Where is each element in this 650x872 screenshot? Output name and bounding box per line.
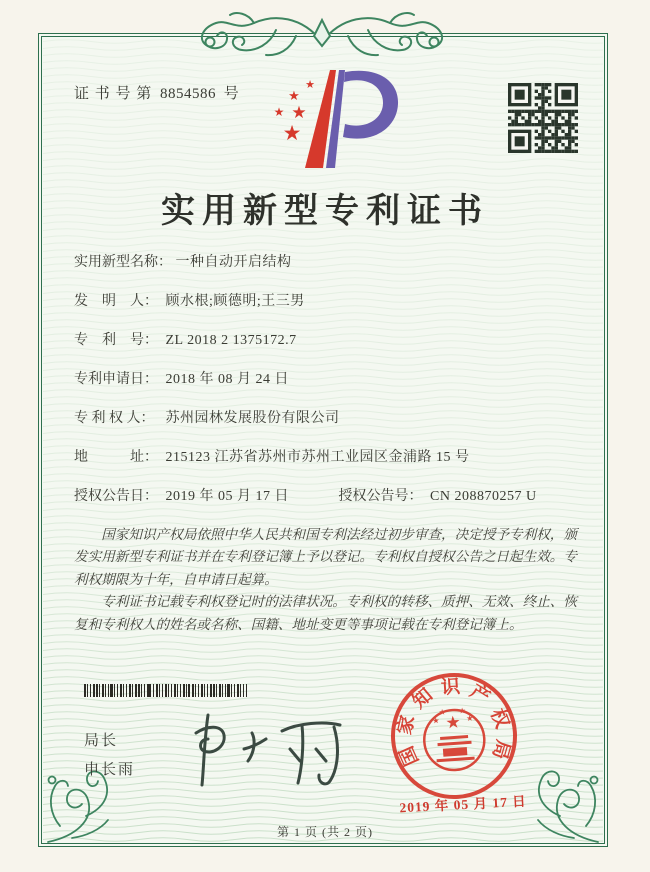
legal-body-text — [74, 524, 577, 636]
field-row-inventors — [74, 290, 576, 309]
svg-text:★: ★ — [431, 715, 440, 726]
field-label: 发 明 人： — [74, 294, 158, 309]
svg-text:产: 产 — [466, 680, 494, 709]
director-name: 申长雨 — [84, 762, 136, 778]
field-value: 顾水根;顾德明;王三男 — [165, 294, 305, 309]
field-row-utility-model-name — [74, 251, 576, 270]
field-label: 专 利 权 人： — [74, 411, 155, 426]
field-value: 2018 年 08 月 24 日 — [165, 372, 289, 387]
national-emblem-icon — [422, 705, 486, 772]
director-signoff — [84, 727, 135, 785]
field-value: 苏州园林发展股份有限公司 — [165, 411, 340, 426]
certificate-number-suffix: 号 — [223, 86, 240, 102]
svg-text:★: ★ — [305, 78, 315, 91]
certificate-title: 实用新型专利证书 — [161, 193, 489, 230]
grant-number-pair — [339, 489, 537, 504]
svg-text:权: 权 — [486, 705, 513, 732]
svg-text:★: ★ — [458, 706, 467, 716]
svg-text:★: ★ — [288, 89, 300, 104]
certificate-number-prefix: 证 书 号 第 — [74, 86, 153, 102]
field-label: 专 利 号： — [74, 333, 158, 348]
field-label: 地 址： — [74, 450, 158, 465]
svg-text:国: 国 — [396, 742, 424, 769]
legal-paragraph-1: 国家知识产权局依照中华人民共和国专利法经过初步审查，决定授予专利权，颁发实用新型专利证书并在专利登记簿上予以登记。专利权自授权公告之日起生效。专利权期限为十年，自申请日起算。 — [74, 527, 577, 587]
svg-text:知: 知 — [408, 684, 437, 714]
barcode — [84, 684, 247, 697]
svg-text:★: ★ — [444, 712, 462, 734]
svg-text:★: ★ — [465, 713, 474, 724]
svg-text:识: 识 — [440, 676, 461, 699]
svg-text:★: ★ — [273, 105, 285, 119]
certificate-number-value: 8854586 — [160, 86, 217, 102]
grant-number-value: CN 208870257 U — [430, 489, 537, 504]
top-scrollwork-ornament-icon — [186, 6, 458, 64]
field-row-patent-number — [74, 329, 576, 348]
grant-number-label: 授权公告号： — [338, 489, 423, 504]
director-signature-icon — [178, 703, 353, 798]
qr-code — [508, 83, 578, 153]
field-row-grant-announcement — [74, 485, 576, 504]
field-value: 一种自动开启结构 — [175, 255, 292, 270]
cnipa-logo-icon — [263, 66, 411, 174]
svg-text:家: 家 — [394, 713, 420, 737]
grant-date-value: 2019 年 05 月 17 日 — [165, 489, 289, 504]
field-label: 专利申请日： — [74, 372, 158, 387]
field-row-patentee — [74, 407, 576, 426]
director-title: 局长 — [84, 733, 119, 749]
legal-paragraph-2: 专利证书记载专利权登记时的法律状况。专利权的转移、质押、无效、终止、恢复和专利权人的姓名或名称、国籍、地址变更等事项记载在专利登记簿上。 — [74, 594, 577, 632]
svg-text:★: ★ — [282, 121, 302, 145]
svg-text:局: 局 — [487, 737, 514, 762]
seal-date: 2019 年 05 月 17 日 — [399, 793, 528, 816]
field-row-application-date — [74, 368, 576, 387]
svg-text:★: ★ — [291, 103, 307, 123]
page-number-footer: 第 1 页 (共 2 页) — [277, 825, 373, 839]
field-value: 215123 江苏省苏州市苏州工业园区金浦路 15 号 — [165, 450, 470, 465]
field-value: ZL 2018 2 1375172.7 — [165, 333, 297, 348]
field-label: 实用新型名称： — [74, 255, 172, 270]
grant-date-label: 授权公告日： — [74, 489, 158, 504]
svg-text:★: ★ — [438, 707, 447, 717]
certificate-number — [74, 82, 240, 103]
certificate-fields — [74, 251, 576, 524]
field-row-address — [74, 446, 576, 465]
